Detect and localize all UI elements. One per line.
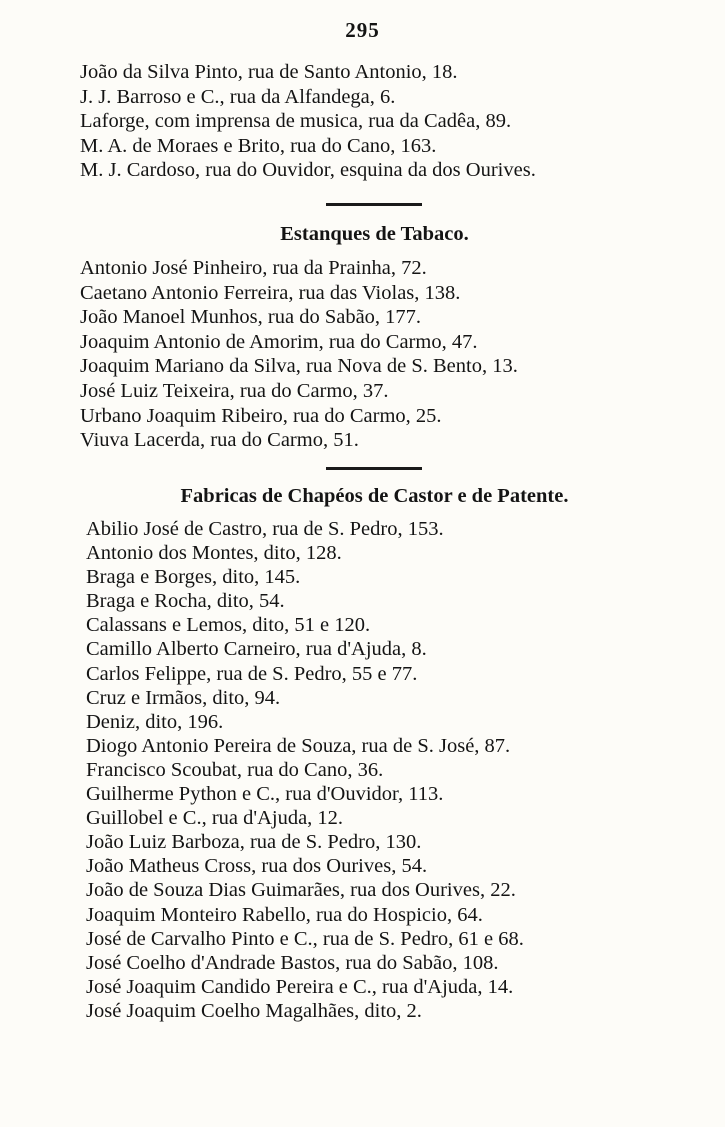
list-item: Braga e Borges, dito, 145. — [86, 566, 301, 589]
section-divider — [326, 203, 422, 206]
list-item: Antonio José Pinheiro, rua da Prainha, 72. — [80, 257, 427, 279]
list-item: Joaquim Mariano da Silva, rua Nova de S. Bento, 13. — [80, 355, 518, 378]
list-item: José Joaquim Coelho Magalhães, dito, 2. — [86, 999, 422, 1022]
list-item: Deniz, dito, 196. — [86, 710, 224, 733]
list-item: José Luiz Teixeira, rua do Carmo, 37. — [80, 379, 389, 402]
section-title-estanques: Estanques de Tabaco. — [280, 223, 469, 245]
list-item: Carlos Felippe, rua de S. Pedro, 55 e 77. — [86, 662, 418, 685]
list-item: Laforge, com imprensa de musica, rua da Cadêa, 89. — [80, 110, 512, 133]
list-item: Francisco Scoubat, rua do Cano, 36. — [86, 758, 384, 781]
fabricas-entry-list — [86, 517, 725, 1023]
list-item: José Joaquim Candido Pereira e C., rua d'Ajuda, 14. — [86, 975, 514, 998]
list-item: Urbano Joaquim Ribeiro, rua do Carmo, 25. — [80, 404, 442, 427]
list-item: João Manoel Munhos, rua do Sabão, 177. — [80, 306, 422, 329]
list-item: Guilherme Python e C., rua d'Ouvidor, 113. — [86, 783, 444, 806]
page-number: 295 — [345, 18, 380, 42]
list-item: Joaquim Monteiro Rabello, rua do Hospicio, 64. — [86, 903, 483, 926]
list-item: Camillo Alberto Carneiro, rua d'Ajuda, 8. — [86, 638, 427, 661]
list-item: João Luiz Barboza, rua de S. Pedro, 130. — [86, 831, 422, 854]
list-item: José de Carvalho Pinto e C., rua de S. Pedro, 61 e 68. — [86, 927, 524, 950]
list-item: João da Silva Pinto, rua de Santo Antonio, 18. — [80, 61, 458, 83]
section-divider — [326, 467, 422, 470]
list-item: Diogo Antonio Pereira de Souza, rua de S. José, 87. — [86, 734, 511, 757]
top-entry-list — [80, 60, 720, 183]
list-item: Cruz e Irmãos, dito, 94. — [86, 686, 281, 709]
list-item: M. J. Cardoso, rua do Ouvidor, esquina da dos Ourives. — [80, 159, 536, 182]
list-item: M. A. de Moraes e Brito, rua do Cano, 163. — [80, 134, 437, 157]
section-title-fabricas: Fabricas de Chapéos de Castor e de Patente. — [180, 485, 569, 507]
list-item: José Coelho d'Andrade Bastos, rua do Sabão, 108. — [86, 951, 499, 974]
estanques-entry-list — [80, 256, 720, 453]
list-item: Caetano Antonio Ferreira, rua das Violas, 138. — [80, 281, 461, 304]
list-item: Abilio José de Castro, rua de S. Pedro, 153. — [86, 518, 444, 540]
list-item: Braga e Rocha, dito, 54. — [86, 590, 285, 613]
list-item: Viuva Lacerda, rua do Carmo, 51. — [80, 429, 359, 452]
list-item: Joaquim Antonio de Amorim, rua do Carmo, 47. — [80, 330, 478, 353]
list-item: J. J. Barroso e C., rua da Alfandega, 6. — [80, 85, 396, 108]
list-item: Antonio dos Montes, dito, 128. — [86, 542, 342, 565]
list-item: João Matheus Cross, rua dos Ourives, 54. — [86, 855, 428, 878]
list-item: João de Souza Dias Guimarães, rua dos Ourives, 22. — [86, 879, 516, 902]
list-item: Guillobel e C., rua d'Ajuda, 12. — [86, 807, 344, 830]
list-item: Calassans e Lemos, dito, 51 e 120. — [86, 614, 371, 637]
